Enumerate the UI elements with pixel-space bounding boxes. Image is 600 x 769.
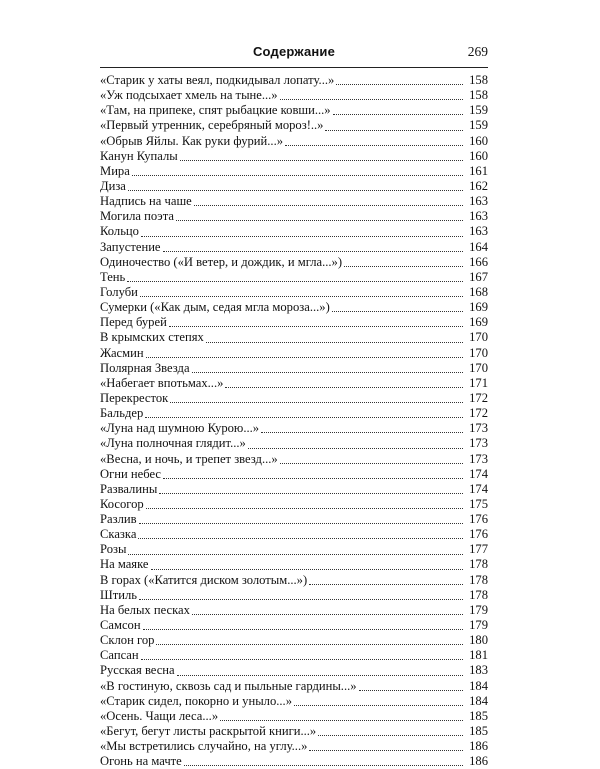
toc-entry [100,754,488,769]
toc-entry-page: 170 [469,360,488,375]
toc-entry-page: 163 [469,194,488,209]
page-number: 269 [467,44,488,59]
toc-entry-title: «Луна полночная глядит...» [100,436,246,451]
toc-dot-leader [333,114,463,115]
toc-dot-leader [294,705,463,706]
toc-entry [100,300,488,315]
toc-dot-leader [163,251,463,252]
toc-entry [100,406,488,421]
toc-dot-leader [194,205,463,206]
toc-entry [100,436,488,451]
toc-entry-page: 176 [469,527,488,542]
toc-entry [100,285,488,300]
toc-entry-title: «В гостиную, сквозь сад и пыльные гардины...» [100,678,357,693]
toc-dot-leader [285,145,463,146]
toc-dot-leader [128,554,463,555]
toc-dot-leader [128,190,463,191]
toc-entry-title: Бальдер [100,406,144,421]
toc-dot-leader [184,765,463,766]
toc-entry-title: Розы [100,542,127,557]
toc-entry [100,558,488,573]
toc-dot-leader [139,599,463,600]
toc-entry-title: Запустение [100,239,161,254]
toc-dot-leader [140,296,463,297]
toc-entry-title: «Обрыв Яйлы. Как руки фурий...» [100,133,284,148]
toc-entry [100,709,488,724]
toc-dot-leader [359,690,463,691]
toc-entry-page: 172 [469,406,488,421]
toc-dot-leader [159,493,463,494]
toc-entry-page: 159 [469,103,488,118]
toc-entry-title: Одиночество («И ветер, и дождик, и мгла...») [100,254,343,269]
toc-entry-page: 168 [469,284,488,299]
toc-entry-page: 173 [469,451,488,466]
toc-dot-leader [146,508,463,509]
toc-dot-leader [143,629,463,630]
toc-entry-page: 176 [469,512,488,527]
toc-entry-title: Голуби [100,284,138,299]
toc-entry-page: 178 [469,557,488,572]
toc-entry-title: «Набегает впотьмах...» [100,375,224,390]
toc-entry-page: 167 [469,269,488,284]
toc-entry-title: Перекресток [100,390,169,405]
toc-dot-leader [318,735,463,736]
toc-entry-page: 185 [469,724,488,739]
toc-entry-page: 163 [469,224,488,239]
toc-entry-page: 181 [469,648,488,663]
toc-entry [100,663,488,678]
toc-dot-leader [192,372,463,373]
toc-dot-leader [141,659,463,660]
toc-entry-title: Надпись на чаше [100,194,192,209]
toc-entry-title: Самсон [100,618,141,633]
toc-entry [100,679,488,694]
toc-entry [100,603,488,618]
toc-entry-title: «Старик сидел, покорно и уныло...» [100,693,292,708]
toc-entry-page: 174 [469,481,488,496]
toc-entry-title: «Первый утренник, серебряный мороз!..» [100,118,324,133]
toc-entry [100,255,488,270]
toc-entry-page: 180 [469,633,488,648]
toc-entry [100,330,488,345]
toc-entry-title: Тень [100,269,126,284]
toc-dot-leader [309,750,463,751]
toc-entry-title: В крымских степях [100,330,204,345]
toc-entry-page: 178 [469,587,488,602]
toc-entry-page: 183 [469,663,488,678]
toc-entry-title: Разлив [100,512,137,527]
toc-entry-title: «Там, на припеке, спят рыбацкие ковши...» [100,103,331,118]
toc-dot-leader [206,342,463,343]
toc-entry [100,134,488,149]
toc-entry-page: 161 [469,163,488,178]
toc-entry [100,240,488,255]
toc-dot-leader [170,402,463,403]
toc-dot-leader [163,478,463,479]
toc-entry [100,527,488,542]
toc-dot-leader [220,720,463,721]
toc-entry [100,421,488,436]
toc-dot-leader [332,311,463,312]
toc-entry-title: «Луна над шумною Курою...» [100,421,260,436]
toc-entry-title: На белых песках [100,602,190,617]
toc-dot-leader [192,614,463,615]
toc-entry-page: 178 [469,572,488,587]
toc-entry [100,542,488,557]
toc-entry [100,573,488,588]
table-of-contents [100,73,488,769]
toc-entry-title: На маяке [100,557,149,572]
toc-entry-page: 185 [469,708,488,723]
toc-entry [100,391,488,406]
toc-entry-title: Сумерки («Как дым, седая мгла мороза...») [100,300,330,315]
toc-entry [100,179,488,194]
toc-entry [100,118,488,133]
toc-entry-page: 158 [469,72,488,87]
toc-entry-page: 166 [469,254,488,269]
toc-entry [100,467,488,482]
header-divider [100,67,488,68]
toc-dot-leader [176,220,463,221]
toc-dot-leader [280,463,463,464]
toc-dot-leader [145,417,463,418]
toc-entry-title: «Бегут, бегут листы раскрытой книги...» [100,724,317,739]
toc-dot-leader [127,281,463,282]
toc-entry-title: Могила поэта [100,209,174,224]
toc-entry [100,497,488,512]
toc-entry-page: 170 [469,345,488,360]
toc-dot-leader [169,326,463,327]
toc-entry [100,588,488,603]
toc-dot-leader [138,538,463,539]
toc-dot-leader [146,357,463,358]
toc-entry-title: «Весна, и ночь, и трепет звезд...» [100,451,278,466]
toc-entry-page: 172 [469,390,488,405]
toc-entry-title: Жасмин [100,345,144,360]
toc-entry [100,346,488,361]
toc-entry-title: «Уж подсыхает хмель на тыне...» [100,88,278,103]
toc-entry [100,194,488,209]
toc-dot-leader [139,523,463,524]
toc-entry-title: Огонь на мачте [100,754,182,769]
toc-entry [100,694,488,709]
toc-entry-page: 169 [469,300,488,315]
toc-entry-title: Склон гор [100,633,155,648]
toc-entry-page: 174 [469,466,488,481]
toc-dot-leader [180,160,463,161]
toc-entry-page: 158 [469,88,488,103]
toc-dot-leader [309,584,463,585]
toc-entry-page: 173 [469,421,488,436]
toc-entry [100,739,488,754]
toc-dot-leader [132,175,463,176]
toc-entry-title: В горах («Катится диском золотым...») [100,572,308,587]
toc-entry [100,73,488,88]
toc-dot-leader [156,644,463,645]
toc-entry [100,103,488,118]
toc-entry-title: Перед бурей [100,315,167,330]
toc-entry [100,618,488,633]
toc-entry-page: 186 [469,739,488,754]
toc-dot-leader [344,266,463,267]
toc-entry-page: 169 [469,315,488,330]
toc-entry [100,361,488,376]
toc-dot-leader [225,387,463,388]
toc-entry [100,209,488,224]
running-header [100,44,488,66]
toc-entry [100,149,488,164]
toc-dot-leader [177,675,463,676]
toc-entry-title: Мира [100,163,130,178]
toc-entry [100,482,488,497]
toc-entry-page: 171 [469,375,488,390]
toc-entry [100,315,488,330]
toc-entry-title: Полярная Звезда [100,360,190,375]
toc-entry-title: Кольцо [100,224,139,239]
toc-entry-page: 160 [469,148,488,163]
toc-entry-page: 179 [469,602,488,617]
toc-entry [100,724,488,739]
toc-entry-title: «Осень. Чащи леса...» [100,708,219,723]
toc-dot-leader [336,84,463,85]
toc-entry [100,224,488,239]
toc-entry-title: «Мы встретились случайно, на углу...» [100,739,308,754]
toc-entry [100,270,488,285]
toc-entry [100,376,488,391]
toc-entry-page: 186 [469,754,488,769]
toc-entry-page: 177 [469,542,488,557]
toc-entry [100,512,488,527]
toc-entry-page: 173 [469,436,488,451]
toc-entry [100,452,488,467]
toc-entry-title: Сапсан [100,648,139,663]
toc-dot-leader [248,448,463,449]
toc-entry-title: Косогор [100,496,144,511]
toc-entry-title: Русская весна [100,663,175,678]
toc-entry-title: Диза [100,178,126,193]
toc-dot-leader [261,432,463,433]
toc-entry-title: Огни небес [100,466,161,481]
page-title: Содержание [252,44,336,59]
toc-dot-leader [141,236,463,237]
toc-dot-leader [151,569,464,570]
toc-entry-page: 170 [469,330,488,345]
toc-entry-page: 184 [469,678,488,693]
toc-entry-title: Сказка [100,527,137,542]
toc-entry-page: 163 [469,209,488,224]
toc-entry-page: 179 [469,618,488,633]
toc-entry [100,88,488,103]
toc-entry [100,648,488,663]
toc-entry-title: «Старик у хаты веял, подкидывал лопату...» [100,72,335,87]
toc-entry-title: Канун Купалы [100,148,178,163]
toc-dot-leader [280,99,463,100]
toc-entry-title: Развалины [100,481,158,496]
toc-entry-title: Штиль [100,587,137,602]
toc-entry-page: 162 [469,178,488,193]
toc-entry [100,633,488,648]
toc-entry-page: 164 [469,239,488,254]
toc-entry-page: 184 [469,693,488,708]
toc-entry-page: 159 [469,118,488,133]
toc-entry-page: 160 [469,133,488,148]
toc-entry [100,164,488,179]
toc-entry-page: 175 [469,496,488,511]
toc-dot-leader [325,130,463,131]
